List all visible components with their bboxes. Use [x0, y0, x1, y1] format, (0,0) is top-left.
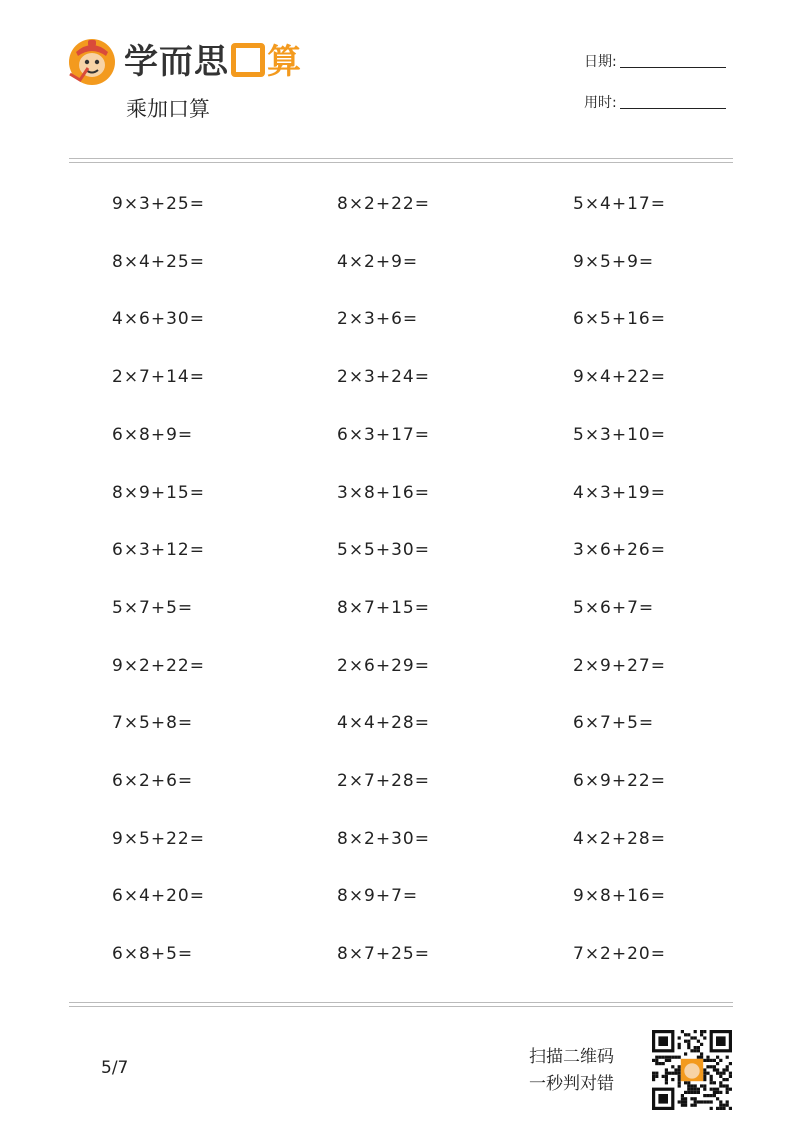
problem-item: 6×2+6=: [112, 771, 194, 791]
page-number: 5/7: [101, 1058, 129, 1078]
problem-item: 6×3+17=: [337, 424, 430, 445]
top-divider: [69, 158, 733, 163]
scan-hint-line1: 扫描二维码: [529, 1047, 614, 1067]
problem-item: 8×7+15=: [337, 597, 430, 618]
time-label: 用时:: [584, 95, 617, 111]
problem-item: 9×5+22=: [112, 828, 205, 849]
time-field: [584, 92, 726, 112]
qr-code-icon[interactable]: [652, 1030, 732, 1110]
problem-item: 5×3+10=: [573, 424, 666, 445]
problem-item: 2×6+29=: [337, 655, 430, 676]
problem-item: 9×5+9=: [573, 251, 655, 272]
brand-main: 学而思: [124, 42, 229, 82]
problem-item: 2×7+28=: [337, 771, 430, 791]
problem-item: 6×5+16=: [573, 309, 666, 330]
problem-item: 6×3+12=: [112, 540, 205, 561]
problem-item: 6×7+5=: [573, 713, 655, 734]
brand-accent: 算: [267, 42, 302, 82]
problem-item: 8×2+22=: [337, 194, 430, 214]
date-label: 日期:: [584, 54, 617, 70]
problem-item: 8×2+30=: [337, 828, 430, 849]
problem-item: 2×3+6=: [337, 309, 419, 330]
problem-item: 6×4+20=: [112, 886, 205, 907]
problem-item: 3×6+26=: [573, 540, 666, 561]
problem-item: 3×8+16=: [337, 482, 430, 503]
date-blank: [620, 53, 726, 68]
problem-item: 6×9+22=: [573, 771, 666, 791]
brand-title: [124, 40, 302, 84]
problem-item: 2×7+14=: [112, 367, 205, 388]
problem-item: 6×8+5=: [112, 944, 194, 965]
problem-item: 9×2+22=: [112, 655, 205, 676]
worksheet-title: 乘加口算: [126, 97, 210, 121]
problem-item: 7×2+20=: [573, 944, 666, 965]
problem-item: 7×5+8=: [112, 713, 194, 734]
problem-item: 8×9+7=: [337, 886, 419, 907]
time-blank: [620, 94, 726, 109]
scan-hint-line2: 一秒判对错: [529, 1074, 614, 1094]
problem-item: 9×3+25=: [112, 194, 205, 214]
problem-item: 9×4+22=: [573, 367, 666, 388]
problem-item: 5×7+5=: [112, 597, 194, 618]
date-field: [584, 51, 726, 71]
problem-item: 8×9+15=: [112, 482, 205, 503]
problem-item: 8×7+25=: [337, 944, 430, 965]
problem-item: 2×9+27=: [573, 655, 666, 676]
problem-item: 2×3+24=: [337, 367, 430, 388]
problem-item: 8×4+25=: [112, 251, 205, 272]
problem-item: 9×8+16=: [573, 886, 666, 907]
problem-item: 5×5+30=: [337, 540, 430, 561]
scan-hint: [529, 1044, 614, 1098]
bottom-divider: [69, 1002, 733, 1007]
problem-item: 5×6+7=: [573, 597, 655, 618]
problem-item: 4×3+19=: [573, 482, 666, 503]
monkey-logo-icon: [66, 34, 118, 86]
problem-item: 5×4+17=: [573, 194, 666, 214]
problem-item: 6×8+9=: [112, 424, 194, 445]
problem-item: 4×2+9=: [337, 251, 419, 272]
problem-item: 4×4+28=: [337, 713, 430, 734]
problem-item: 4×6+30=: [112, 309, 205, 330]
brand-box-icon: [231, 43, 265, 77]
problem-item: 4×2+28=: [573, 828, 666, 849]
